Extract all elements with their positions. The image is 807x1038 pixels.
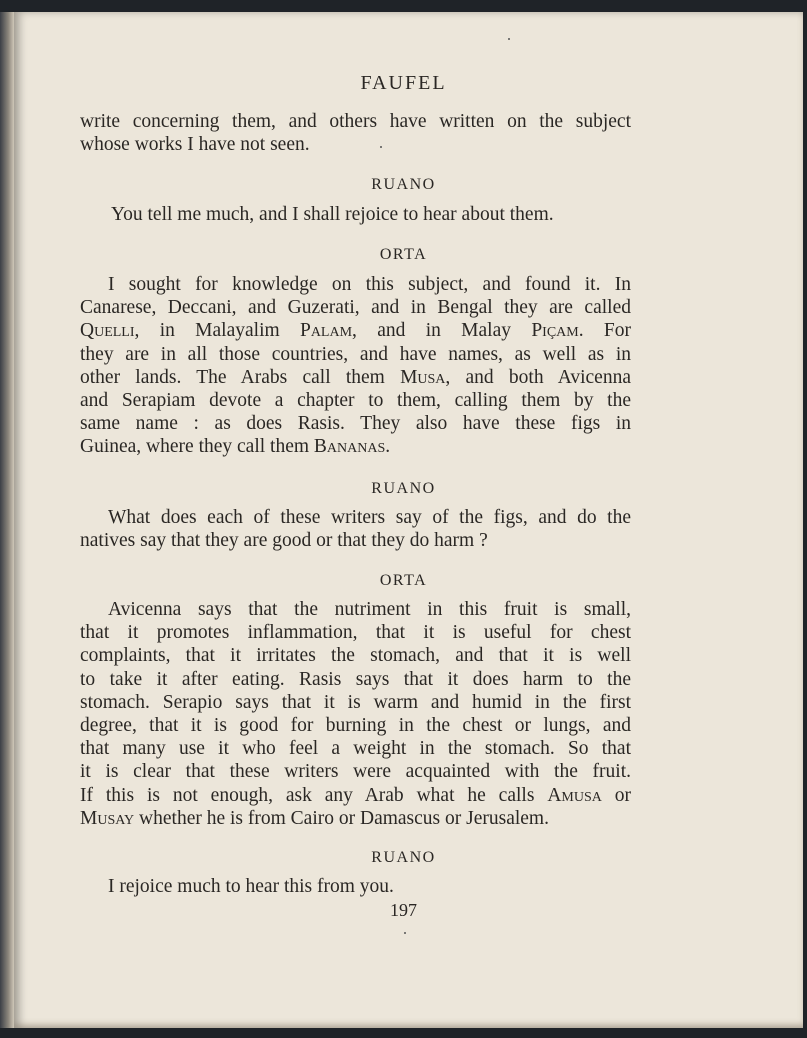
text-line [80, 807, 631, 830]
text-span: or [601, 784, 631, 806]
text-line: that it promotes inflammation, that it is useful for chest [80, 622, 631, 644]
text-span: Guinea, where they call them [80, 436, 314, 458]
text-line: to take it after eating. Rasis says that it does harm to the [80, 668, 631, 690]
term-musa: Musa [400, 366, 446, 388]
text-span: whether he is from Cairo or Damascus or Jerusalem. [134, 807, 549, 829]
text-line: and Serapiam devote a chapter to them, calling them by the [80, 390, 631, 412]
speaker-heading: RUANO [371, 176, 436, 193]
book-spine-edge [0, 12, 14, 1028]
text-span: . For [578, 320, 631, 342]
text-line: degree, that it is good for burning in the chest or lungs, and [80, 715, 631, 737]
speech-paragraph [80, 506, 631, 552]
text-span: , in Malayalim [134, 320, 300, 342]
page-number: 197 [390, 900, 417, 920]
text-line: Avicenna says that the nutriment in this fruit is small, [108, 599, 631, 620]
text-line: complaints, that it irritates the stomach, and that it is well [80, 645, 631, 667]
text-line: it is clear that these writers were acquainted with the fruit. [80, 761, 631, 783]
text-line: same name : as does Rasis. They also have these figs in [80, 413, 631, 435]
term-quelli: Quelli [80, 320, 135, 342]
text-line: You tell me much, and I shall rejoice to hear about them. [111, 204, 554, 225]
text-span: , and both Avicenna [445, 366, 631, 388]
intro-paragraph [80, 110, 631, 156]
text-line: that many use it who feel a weight in the stomach. So that [80, 738, 631, 760]
running-head: FAUFEL [360, 72, 447, 94]
text-line: write concerning them, and others have written on the subject [80, 111, 631, 132]
term-picam: Piçam [531, 320, 579, 342]
text-line: I sought for knowledge on this subject, and found it. In [108, 274, 631, 295]
text-line: natives say that they are good or that they do harm ? [80, 530, 488, 552]
text-span: , and in Malay [352, 320, 532, 342]
text-span: other lands. The Arabs call them [80, 366, 401, 388]
term-bananas: Bananas [313, 436, 386, 458]
text-line: Canarese, Deccani, and Guzerati, and in Bengal they are called [80, 297, 631, 319]
paper-speck [404, 932, 406, 934]
term-musay: Musay [80, 807, 135, 829]
speaker-heading: ORTA [379, 246, 428, 263]
paper-speck [380, 146, 382, 148]
text-line [80, 319, 631, 342]
speech-paragraph [80, 273, 631, 459]
speaker-heading: ORTA [379, 572, 428, 589]
text-line: they are in all those countries, and have names, as well as in [80, 343, 631, 365]
text-span: If this is not enough, ask any Arab what he calls [80, 784, 548, 806]
text-line: I rejoice much to hear this from you. [108, 876, 394, 897]
term-amusa: Amusa [547, 784, 602, 806]
text-line: stomach. Serapio says that it is warm and humid in the first [80, 691, 631, 713]
text-line [80, 784, 631, 807]
text-line: whose works I have not seen. [80, 134, 310, 156]
speech-paragraph [80, 875, 631, 898]
speech-paragraph [80, 598, 631, 830]
text-line [80, 435, 631, 458]
text-line [80, 366, 631, 389]
speaker-heading: RUANO [371, 849, 436, 866]
text-line: What does each of these writers say of the figs, and do the [108, 507, 631, 528]
paper-speck [508, 38, 510, 40]
speech-paragraph [80, 203, 631, 226]
term-palam: Palam [299, 320, 353, 342]
speaker-heading: RUANO [371, 480, 436, 497]
text-span: . [385, 436, 391, 458]
